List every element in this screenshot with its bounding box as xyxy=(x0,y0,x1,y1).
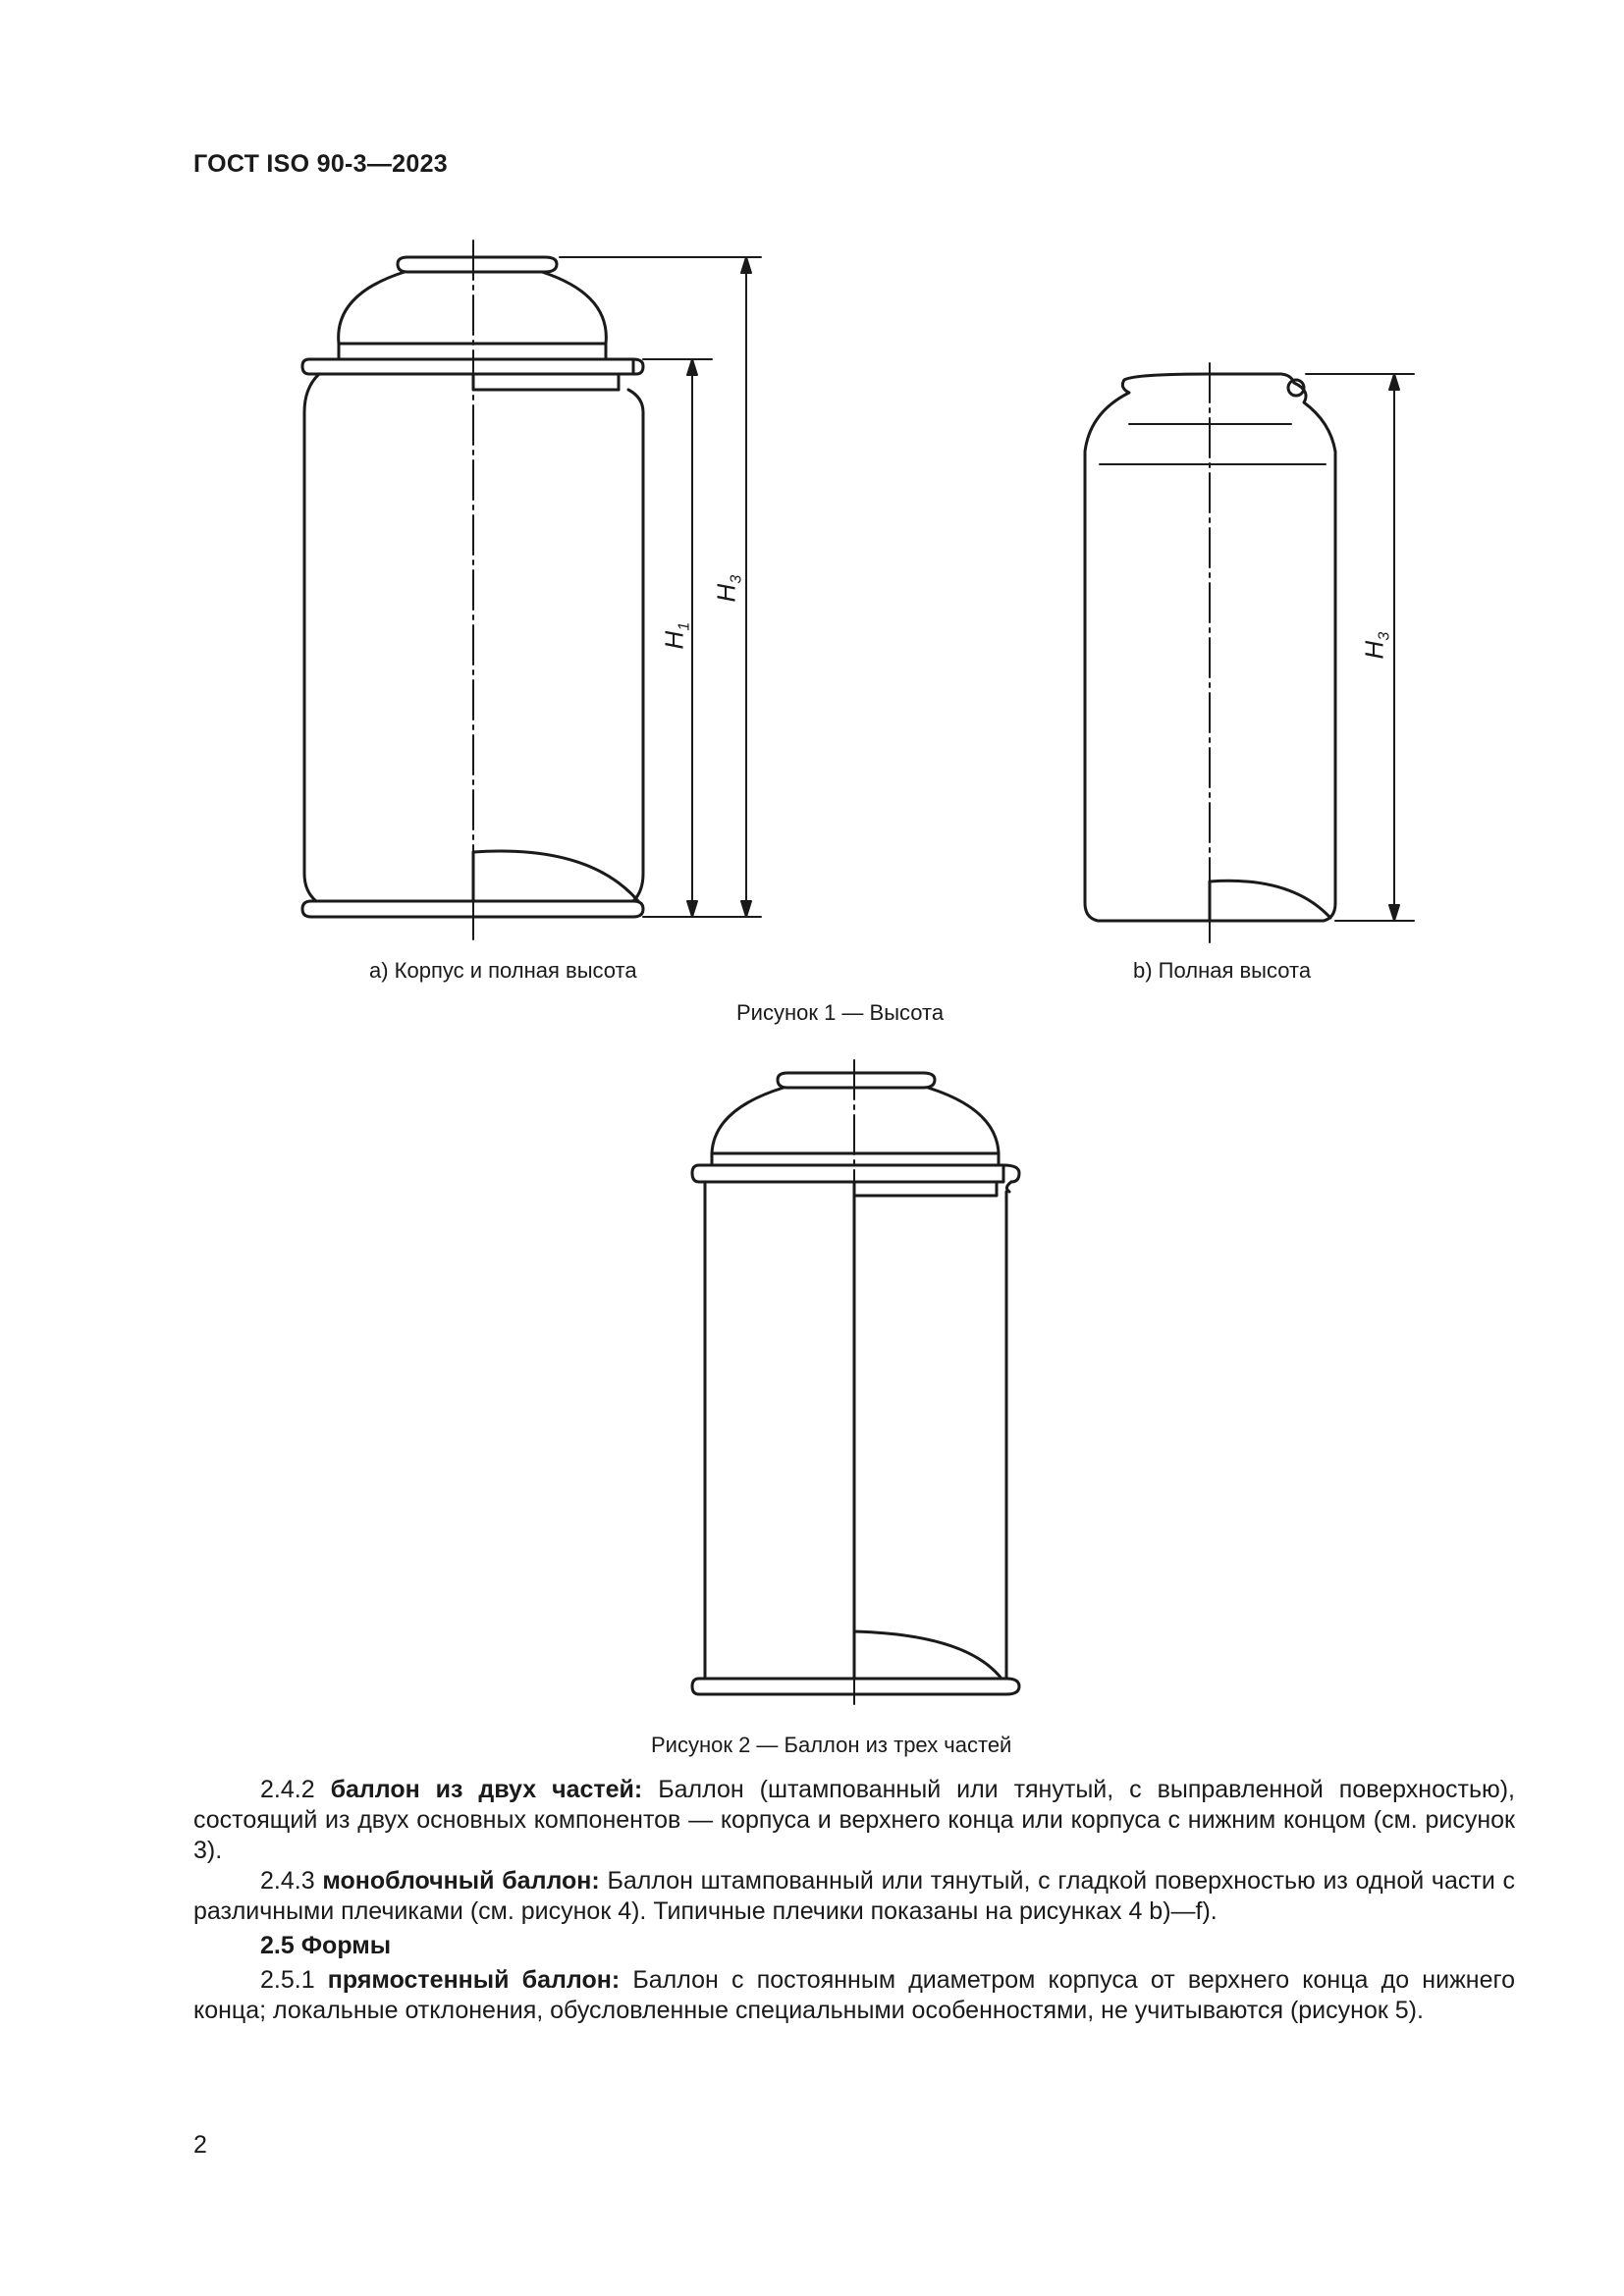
figure2-can-drawing xyxy=(692,1073,1019,1694)
page-number: 2 xyxy=(193,2131,207,2159)
figure1b-caption: b) Полная высота xyxy=(1133,958,1312,983)
label-h3-b: $H_3$ xyxy=(1359,631,1393,660)
paragraph-2-4-2: 2.4.2 баллон из двух частей: Баллон (штампованный или тянутый, с выправленной поверхностью), состоящий из двух основных компонентов — корпуса и верхнего конца или корпуса с нижним концом (см. рисунок 3). xyxy=(193,1776,1515,1864)
figure2-caption: Рисунок 2 — Баллон из трех частей xyxy=(651,1733,1012,1757)
paragraph-2-5-1: 2.5.1 прямостенный баллон: Баллон с постоянным диаметром корпуса от верхнего конца до нижнего конца; локальные отклонения, обусловленные специальными особенностями, не учитываются (рисунок 5). xyxy=(193,1966,1515,2024)
body-text xyxy=(193,1775,1515,2026)
figure1-caption: Рисунок 1 — Высота xyxy=(736,1000,945,1025)
label-h1: $H_1$ xyxy=(659,621,693,650)
label-h3-a: $H_3$ xyxy=(711,574,745,603)
paragraph-2-4-3: 2.4.3 моноблочный баллон: Баллон штампованный или тянутый, с гладкой поверхностью из одной части с различными плечиками (см. рисунок 4). Типичные плечики показаны на рисунках 4 b)—f). xyxy=(193,1867,1515,1925)
section-heading-2-5: 2.5 Формы xyxy=(260,1932,392,1959)
figure1a-caption: a) Корпус и полная высота xyxy=(369,958,637,983)
document-header: ГОСТ ISO 90-3—2023 xyxy=(193,150,449,178)
